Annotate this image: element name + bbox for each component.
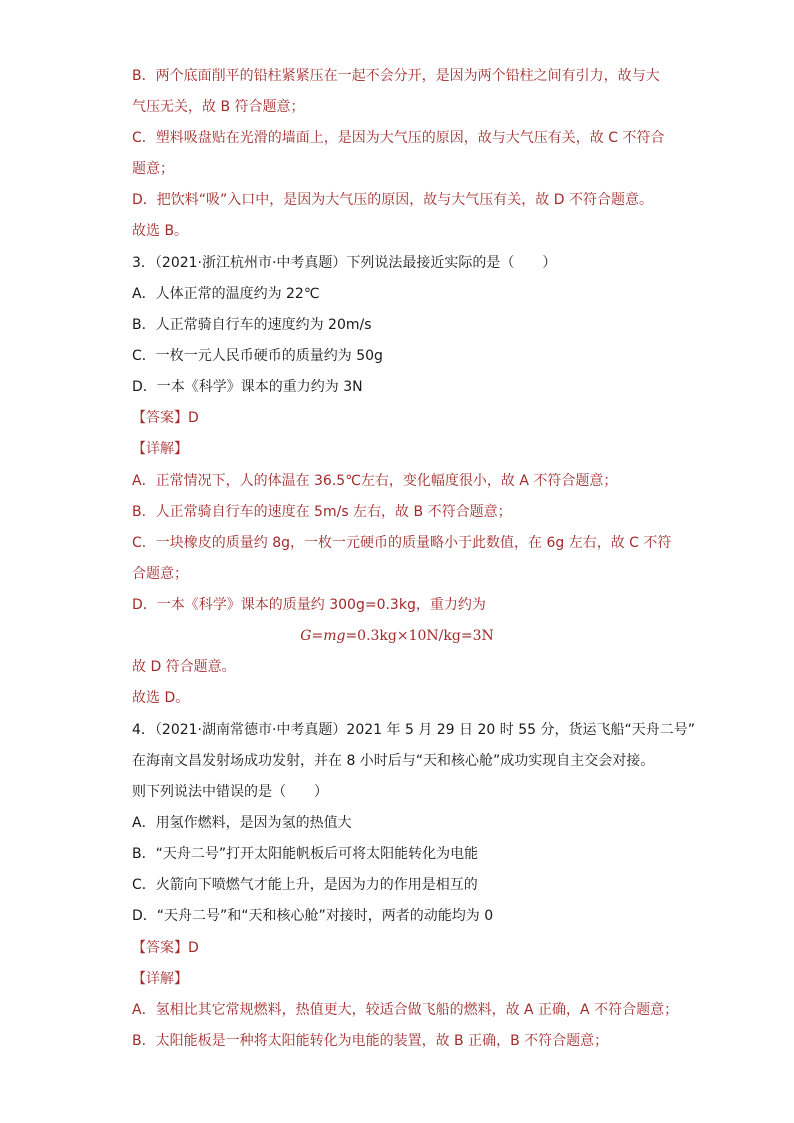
text-line: 4．（2021·湖南常德市·中考真题）2021 年 5 月 29 日 20 时 55 分，货运飞船“天舟二号” xyxy=(132,722,695,738)
text-line: 气压无关，故 B 符合题意； xyxy=(132,99,305,115)
text-line: C．火箭向下喷燃气才能上升，是因为力的作用是相互的 xyxy=(132,877,478,893)
text-line: 【详解】 xyxy=(132,971,188,987)
text-line: 故选 B。 xyxy=(132,223,189,239)
formula-g: G xyxy=(300,628,312,644)
text-line: B．人正常骑自行车的速度约为 20m/s xyxy=(132,317,372,333)
text-line: B．两个底面削平的铅柱紧紧压在一起不会分开，是因为两个铅柱之间有引力，故与大 xyxy=(132,68,660,84)
text-line: A．用氢作燃料，是因为氢的热值大 xyxy=(132,815,352,831)
formula-line xyxy=(0,626,794,646)
text-line: C．塑料吸盘贴在光滑的墙面上，是因为大气压的原因，故与大气压有关，故 C 不符合 xyxy=(132,130,665,146)
text-line: 在海南文昌发射场成功发射，并在 8 小时后与“天和核心舱”成功实现自主交会对接。 xyxy=(132,753,655,769)
text-line: A．正常情况下，人的体温在 36.5℃左右，变化幅度很小，故 A 不符合题意； xyxy=(132,473,618,489)
text-line: B．“天舟二号”打开太阳能帆板后可将太阳能转化为电能 xyxy=(132,846,479,862)
text-line: 【详解】 xyxy=(132,441,188,457)
text-line: 3．（2021·浙江杭州市·中考真题）下列说法最接近实际的是（ ） xyxy=(132,255,557,271)
text-line: D．一本《科学》课本的重力约为 3N xyxy=(132,379,363,395)
text-line: A．氢相比其它常规燃料，热值更大，较适合做飞船的燃料，故 A 正确，A 不符合题意； xyxy=(132,1002,679,1018)
text-line: D．把饮料“吸”入口中，是因为大气压的原因，故与大气压有关，故 D 不符合题意。 xyxy=(132,192,653,208)
formula-rest: =0.3kg×10N/kg=3N xyxy=(345,628,494,644)
text-line: 故 D 符合题意。 xyxy=(132,659,236,675)
text-line: B．太阳能板是一种将太阳能转化为电能的装置，故 B 正确，B 不符合题意； xyxy=(132,1033,609,1049)
text-line: 则下列说法中错误的是（ ） xyxy=(132,784,328,800)
text-line: 【答案】D xyxy=(132,940,199,956)
text-line: 题意； xyxy=(132,161,174,177)
text-line: B．人正常骑自行车的速度在 5m/s 左右，故 B 不符合题意； xyxy=(132,504,512,520)
formula-eq: = xyxy=(311,628,324,644)
text-line: D．“天舟二号”和“天和核心舱”对接时，两者的动能均为 0 xyxy=(132,908,494,924)
text-line: A．人体正常的温度约为 22℃ xyxy=(132,286,320,302)
text-line: 故选 D。 xyxy=(132,690,190,706)
formula-mg: mg xyxy=(323,628,346,644)
text-line: C．一枚一元人民币硬币的质量约为 50g xyxy=(132,348,383,364)
text-line: C．一块橡皮的质量约 8g，一枚一元硬币的质量略小于此数值，在 6g 左右，故 C 不符 xyxy=(132,535,672,551)
text-line: 【答案】D xyxy=(132,410,199,426)
text-line: D．一本《科学》课本的质量约 300g=0.3kg，重力约为 xyxy=(132,597,486,613)
text-line: 合题意； xyxy=(132,566,188,582)
